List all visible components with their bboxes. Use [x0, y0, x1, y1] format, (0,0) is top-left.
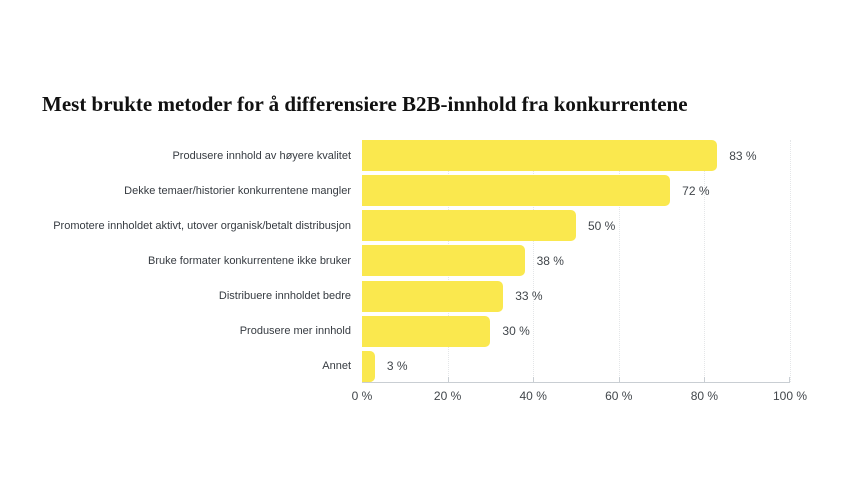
category-label: Annet — [322, 360, 351, 373]
value-label: 50 % — [588, 218, 616, 233]
gridline-100 — [790, 140, 791, 382]
value-label: 72 % — [682, 183, 710, 198]
x-tick-label-40: 40 % — [519, 389, 547, 403]
chart-title: Mest brukte metoder for å differensiere B2B-innhold fra konkurrentene — [42, 92, 688, 116]
x-tick-label-0: 0 % — [351, 389, 373, 403]
plot-area — [53, 140, 790, 383]
category-label: Produsere innhold av høyere kvalitet — [172, 149, 351, 162]
bar — [362, 351, 375, 382]
bar — [362, 175, 670, 206]
bar — [362, 281, 503, 312]
category-label: Dekke temaer/historier konkurrentene mangler — [124, 184, 351, 197]
bar — [362, 210, 576, 241]
bar-row — [148, 245, 790, 276]
category-label: Produsere mer innhold — [239, 325, 351, 338]
x-tick-label-80: 80 % — [690, 389, 719, 403]
bar-row — [172, 140, 790, 171]
bar — [362, 245, 525, 276]
value-label: 83 % — [729, 148, 757, 163]
x-axis — [351, 389, 808, 407]
bar-row — [239, 316, 790, 347]
bar-row — [124, 175, 790, 206]
x-tick-label-100: 100 % — [772, 389, 808, 403]
bar-row — [218, 281, 790, 312]
value-label: 33 % — [515, 289, 543, 304]
bar-row — [53, 210, 790, 241]
value-label: 38 % — [536, 253, 564, 268]
bar — [362, 316, 490, 347]
value-label: 30 % — [502, 324, 530, 339]
bar — [362, 140, 717, 171]
category-label: Distribuere innholdet bedre — [218, 290, 351, 303]
x-tick-label-20: 20 % — [433, 389, 462, 403]
bar-rows — [53, 140, 790, 382]
value-label: 3 % — [386, 359, 408, 374]
category-label: Bruke formater konkurrentene ikke bruker — [148, 254, 351, 267]
bar-row — [322, 351, 790, 382]
category-label: Promotere innholdet aktivt, utover organisk/betalt distribusjon — [53, 219, 351, 232]
bar-chart — [0, 140, 854, 440]
x-tick-label-60: 60 % — [605, 389, 633, 403]
